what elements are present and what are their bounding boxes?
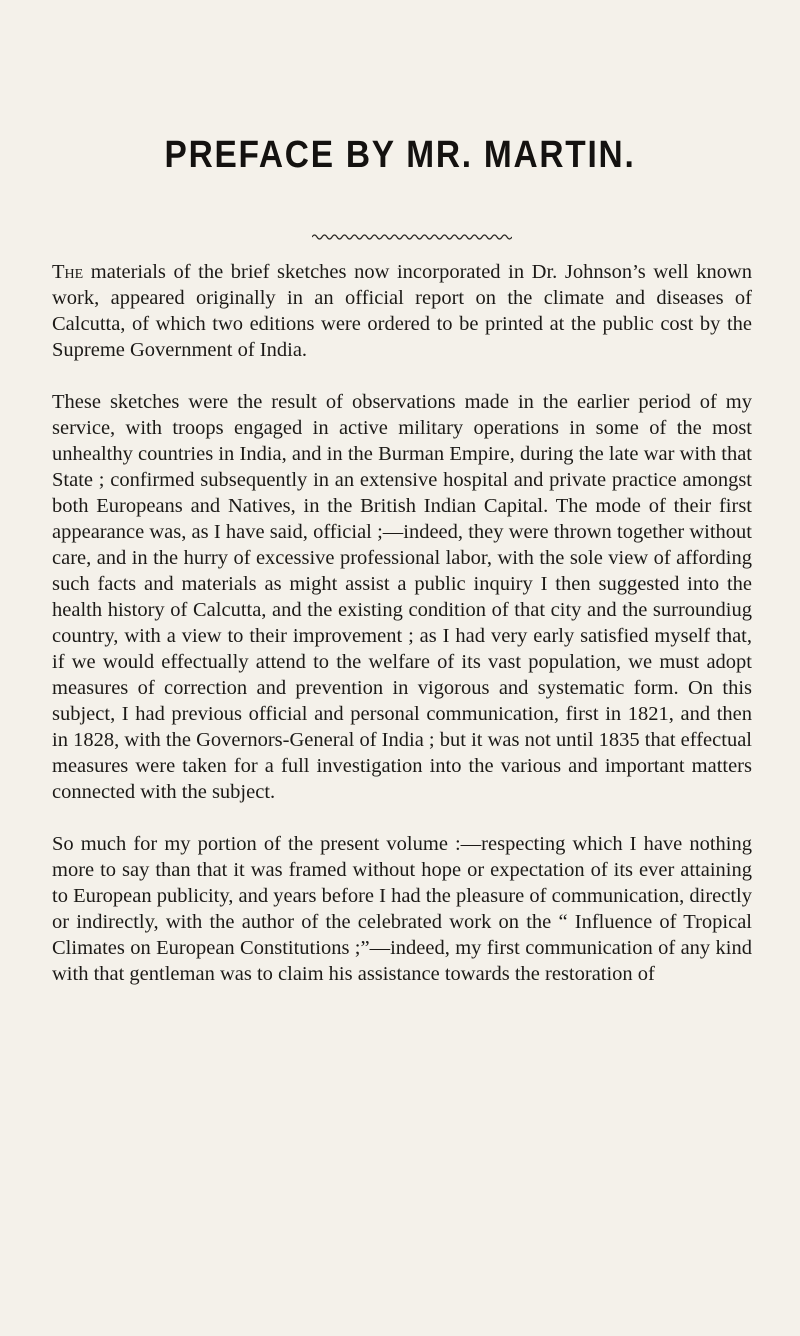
paragraph-2 bbox=[52, 389, 752, 805]
paragraph-1-lead-word: The bbox=[52, 261, 84, 283]
decorative-wavy-rule bbox=[312, 233, 512, 241]
paragraph-3 bbox=[52, 831, 752, 987]
paragraph-3-text: So much for my portion of the present volume :—respecting which I have nothing more to say than that it was framed without hope or expectation of its ever attaining to European publicity, and years before I had the pleasure of communication, directly or indirectly, with the author of the celebrated work on the “ Influence of Tropical Climates on European Constitutions ;”—indeed, my first communication of any kind with that gentleman was to claim his assistance towards the restoration of bbox=[52, 833, 752, 985]
paragraph-1-text: materials of the brief sketches now incorporated in Dr. Johnson’s well known work, appeared originally in an official report on the climate and diseases of Calcutta, of which two editions were ordered to be printed at the public cost by the Supreme Government of India. bbox=[52, 261, 752, 361]
preface-body bbox=[52, 259, 752, 1013]
paragraph-1 bbox=[52, 259, 752, 363]
paragraph-2-text: These sketches were the result of observations made in the earlier period of my service, with troops engaged in active military operations in some of the most unhealthy countries in India, and in the Burman Empire, during the late war with that State ; confirmed subsequently in an extensive hospital and private practice amongst both Europeans and Natives, in the British Indian Capital. The mode of their first appearance was, as I have said, official ;—indeed, they were thrown together without care, and in the hurry of excessive professional labor, with the sole view of affording such facts and materials as might assist a public inquiry I then suggested into the health history of Calcutta, and the existing condition of that city and the surroundiug country, with a view to their improvement ; as I had very early satisfied myself that, if we would effectually attend to the welfare of its vast population, we must adopt measures of correction and prevention in vigorous and systematic form. On this subject, I had previous official and personal communication, first in 1821, and then in 1828, with the Governors-General of India ; but it was not until 1835 that effectual measures were taken for a full investigation into the various and important matters connected with the subject. bbox=[52, 391, 752, 803]
page-title: PREFACE BY MR. MARTIN. bbox=[164, 134, 636, 176]
